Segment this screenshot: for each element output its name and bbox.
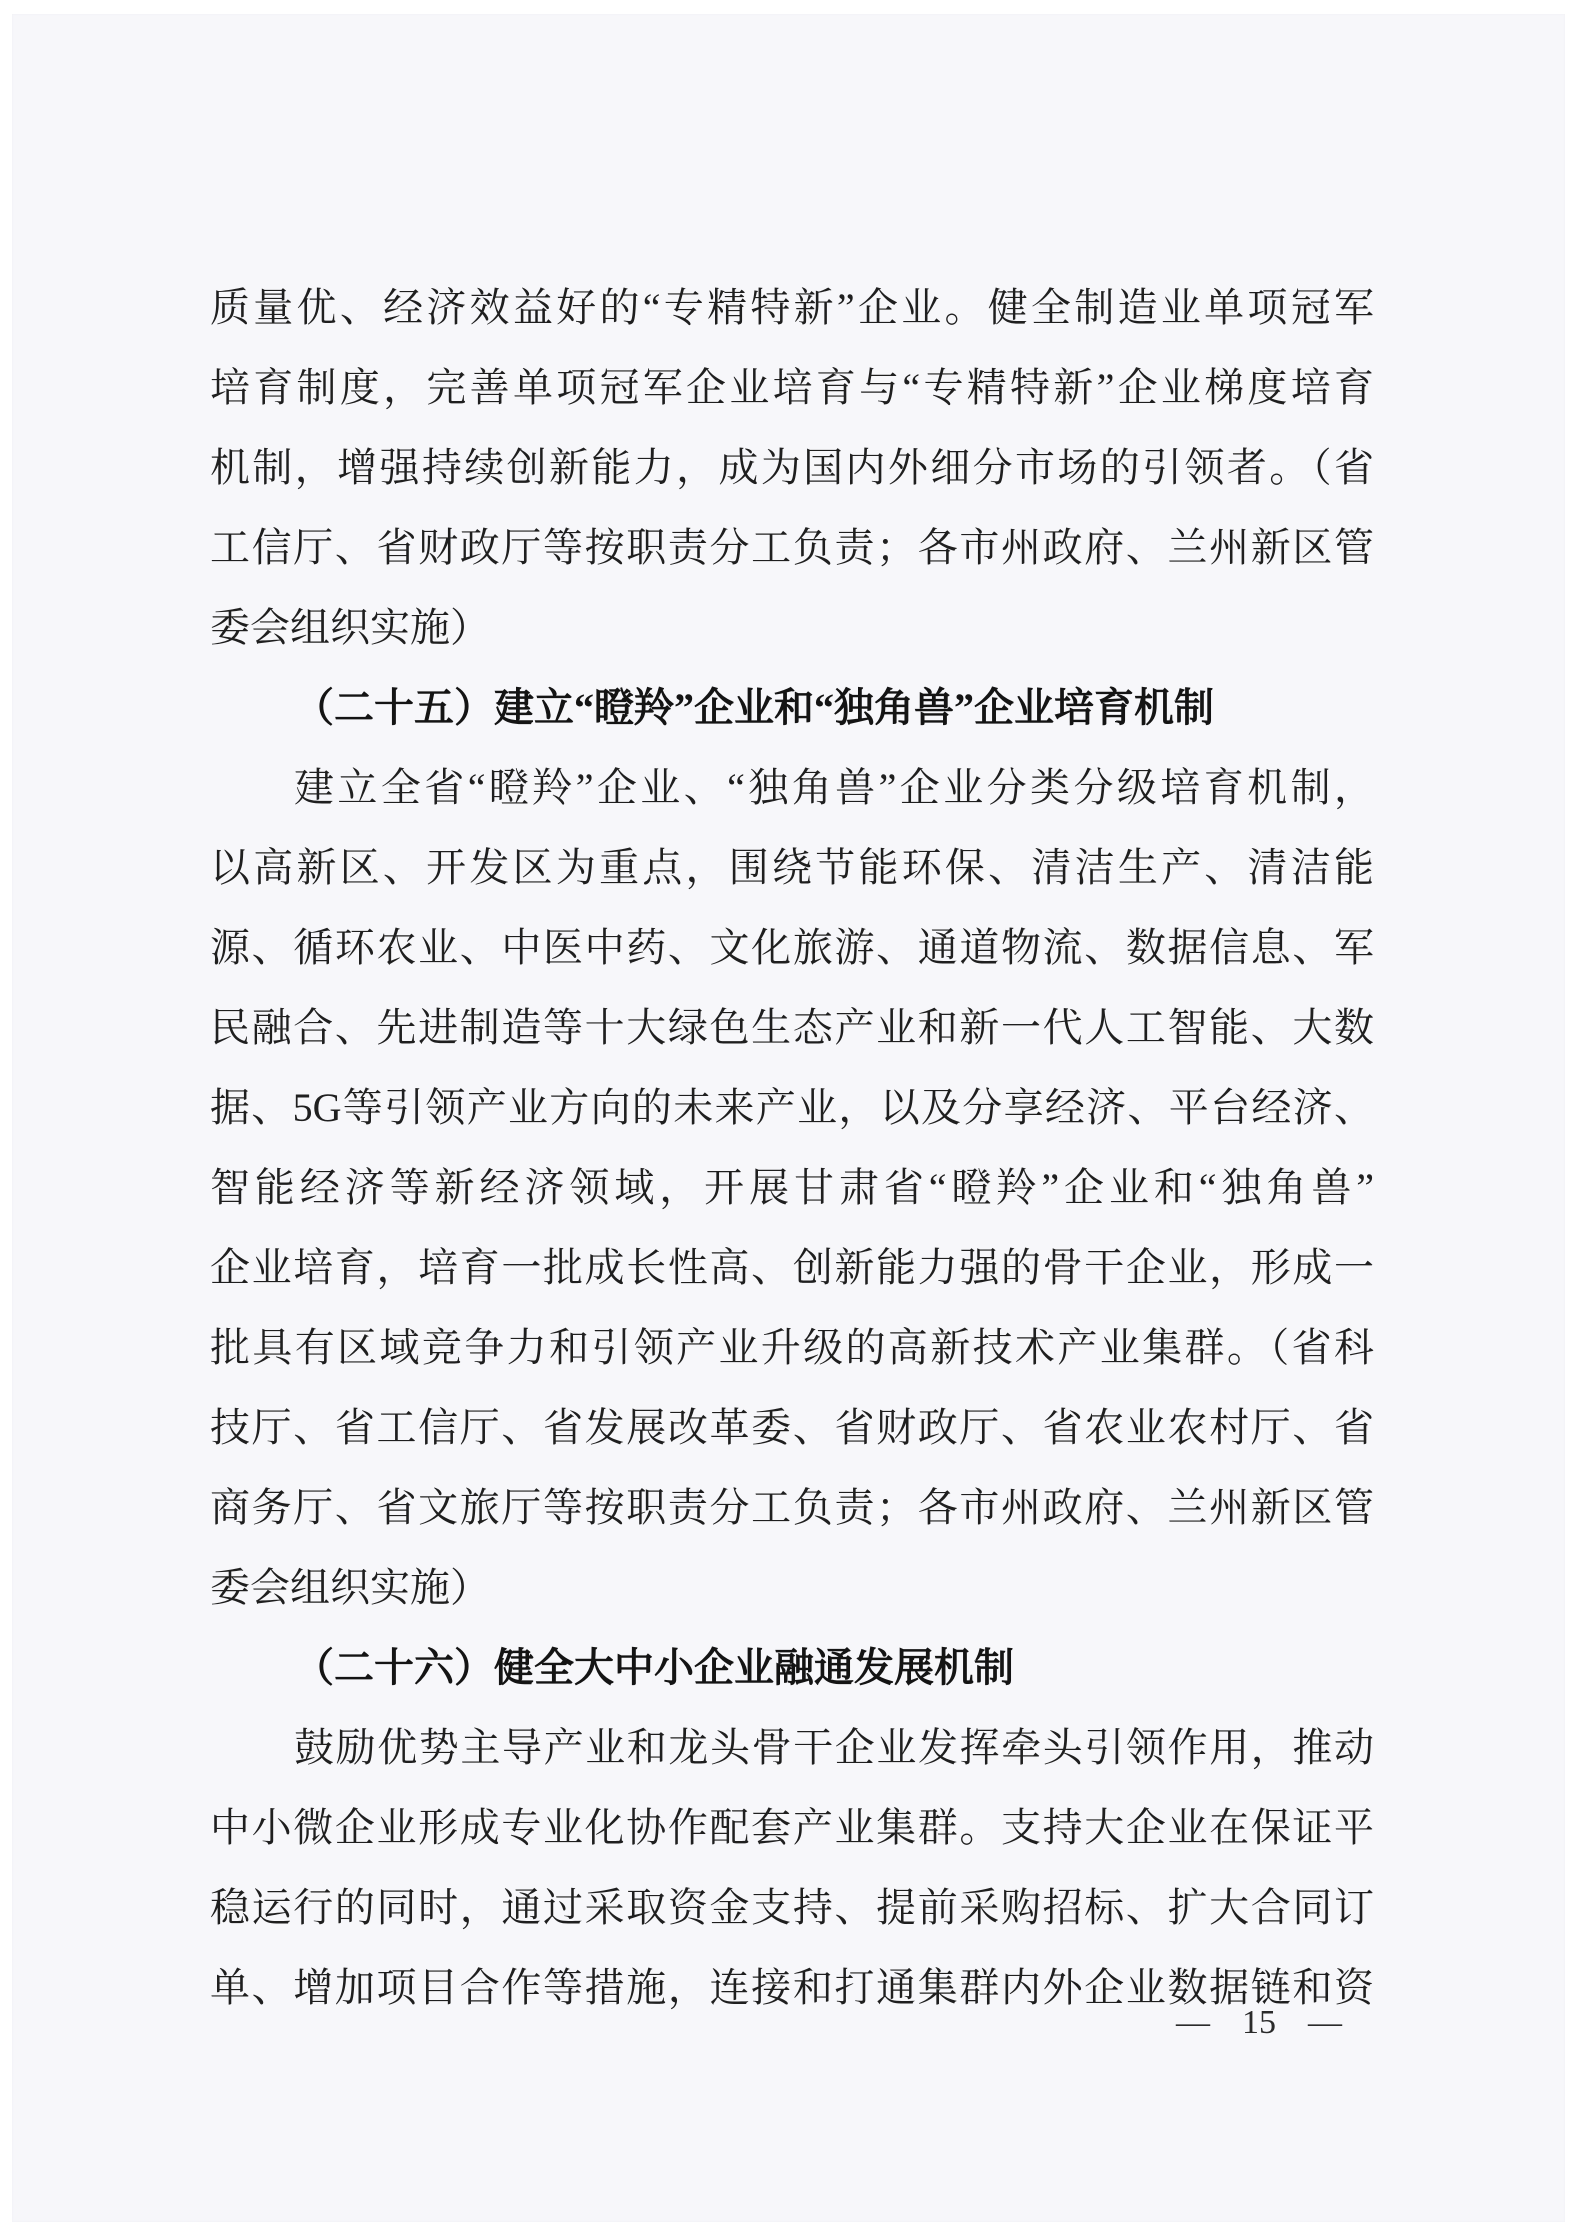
document-page	[12, 14, 1565, 2222]
page-number-dash-right: —	[1308, 2004, 1342, 2041]
body-text-line: 商务厅、省文旅厅等按职责分工负责；各市州政府、兰州新区管	[210, 1485, 1374, 1530]
page-number-value: 15	[1242, 2004, 1276, 2041]
body-text-line: 机制，增强持续创新能力，成为国内外细分市场的引领者。（省	[210, 445, 1374, 490]
page-number	[1176, 2000, 1342, 2046]
body-text-line: 鼓励优势主导产业和龙头骨干企业发挥牵头引领作用，推动	[294, 1725, 1374, 1770]
body-text-line: 稳运行的同时，通过采取资金支持、提前采购招标、扩大合同订	[210, 1885, 1374, 1930]
body-text-line: 企业培育，培育一批成长性高、创新能力强的骨干企业，形成一	[210, 1245, 1374, 1290]
body-text-line: 批具有区域竞争力和引领产业升级的高新技术产业集群。（省科	[210, 1325, 1374, 1370]
body-text-line: 委会组织实施）	[210, 1565, 490, 1610]
body-text-line: 智能经济等新经济领域，开展甘肃省“瞪羚”企业和“独角兽”	[210, 1165, 1374, 1210]
body-text-line: 委会组织实施）	[210, 605, 490, 650]
body-text-line: 工信厅、省财政厅等按职责分工负责；各市州政府、兰州新区管	[210, 525, 1374, 570]
body-text-line: 源、循环农业、中医中药、文化旅游、通道物流、数据信息、军	[210, 925, 1374, 970]
body-text-line: 质量优、经济效益好的“专精特新”企业。健全制造业单项冠军	[210, 285, 1374, 330]
body-text-line: 单、增加项目合作等措施，连接和打通集群内外企业数据链和资	[210, 1965, 1374, 2010]
document-text-block	[210, 268, 1374, 2028]
body-text-line: 以高新区、开发区为重点，围绕节能环保、清洁生产、清洁能	[210, 845, 1374, 890]
page-number-dash-left: —	[1176, 2004, 1210, 2041]
body-text-line: 技厅、省工信厅、省发展改革委、省财政厅、省农业农村厅、省	[210, 1405, 1374, 1450]
body-text-line: 建立全省“瞪羚”企业、“独角兽”企业分类分级培育机制，	[294, 765, 1374, 810]
section-heading-line: （二十六）健全大中小企业融通发展机制	[294, 1645, 1014, 1690]
body-text-line: 据、5G等引领产业方向的未来产业，以及分享经济、平台经济、	[210, 1085, 1374, 1130]
body-text-line: 民融合、先进制造等十大绿色生态产业和新一代人工智能、大数	[210, 1005, 1374, 1050]
body-text-line: 中小微企业形成专业化协作配套产业集群。支持大企业在保证平	[210, 1805, 1374, 1850]
section-heading-line: （二十五）建立“瞪羚”企业和“独角兽”企业培育机制	[294, 685, 1214, 730]
body-text-line: 培育制度，完善单项冠军企业培育与“专精特新”企业梯度培育	[210, 365, 1374, 410]
